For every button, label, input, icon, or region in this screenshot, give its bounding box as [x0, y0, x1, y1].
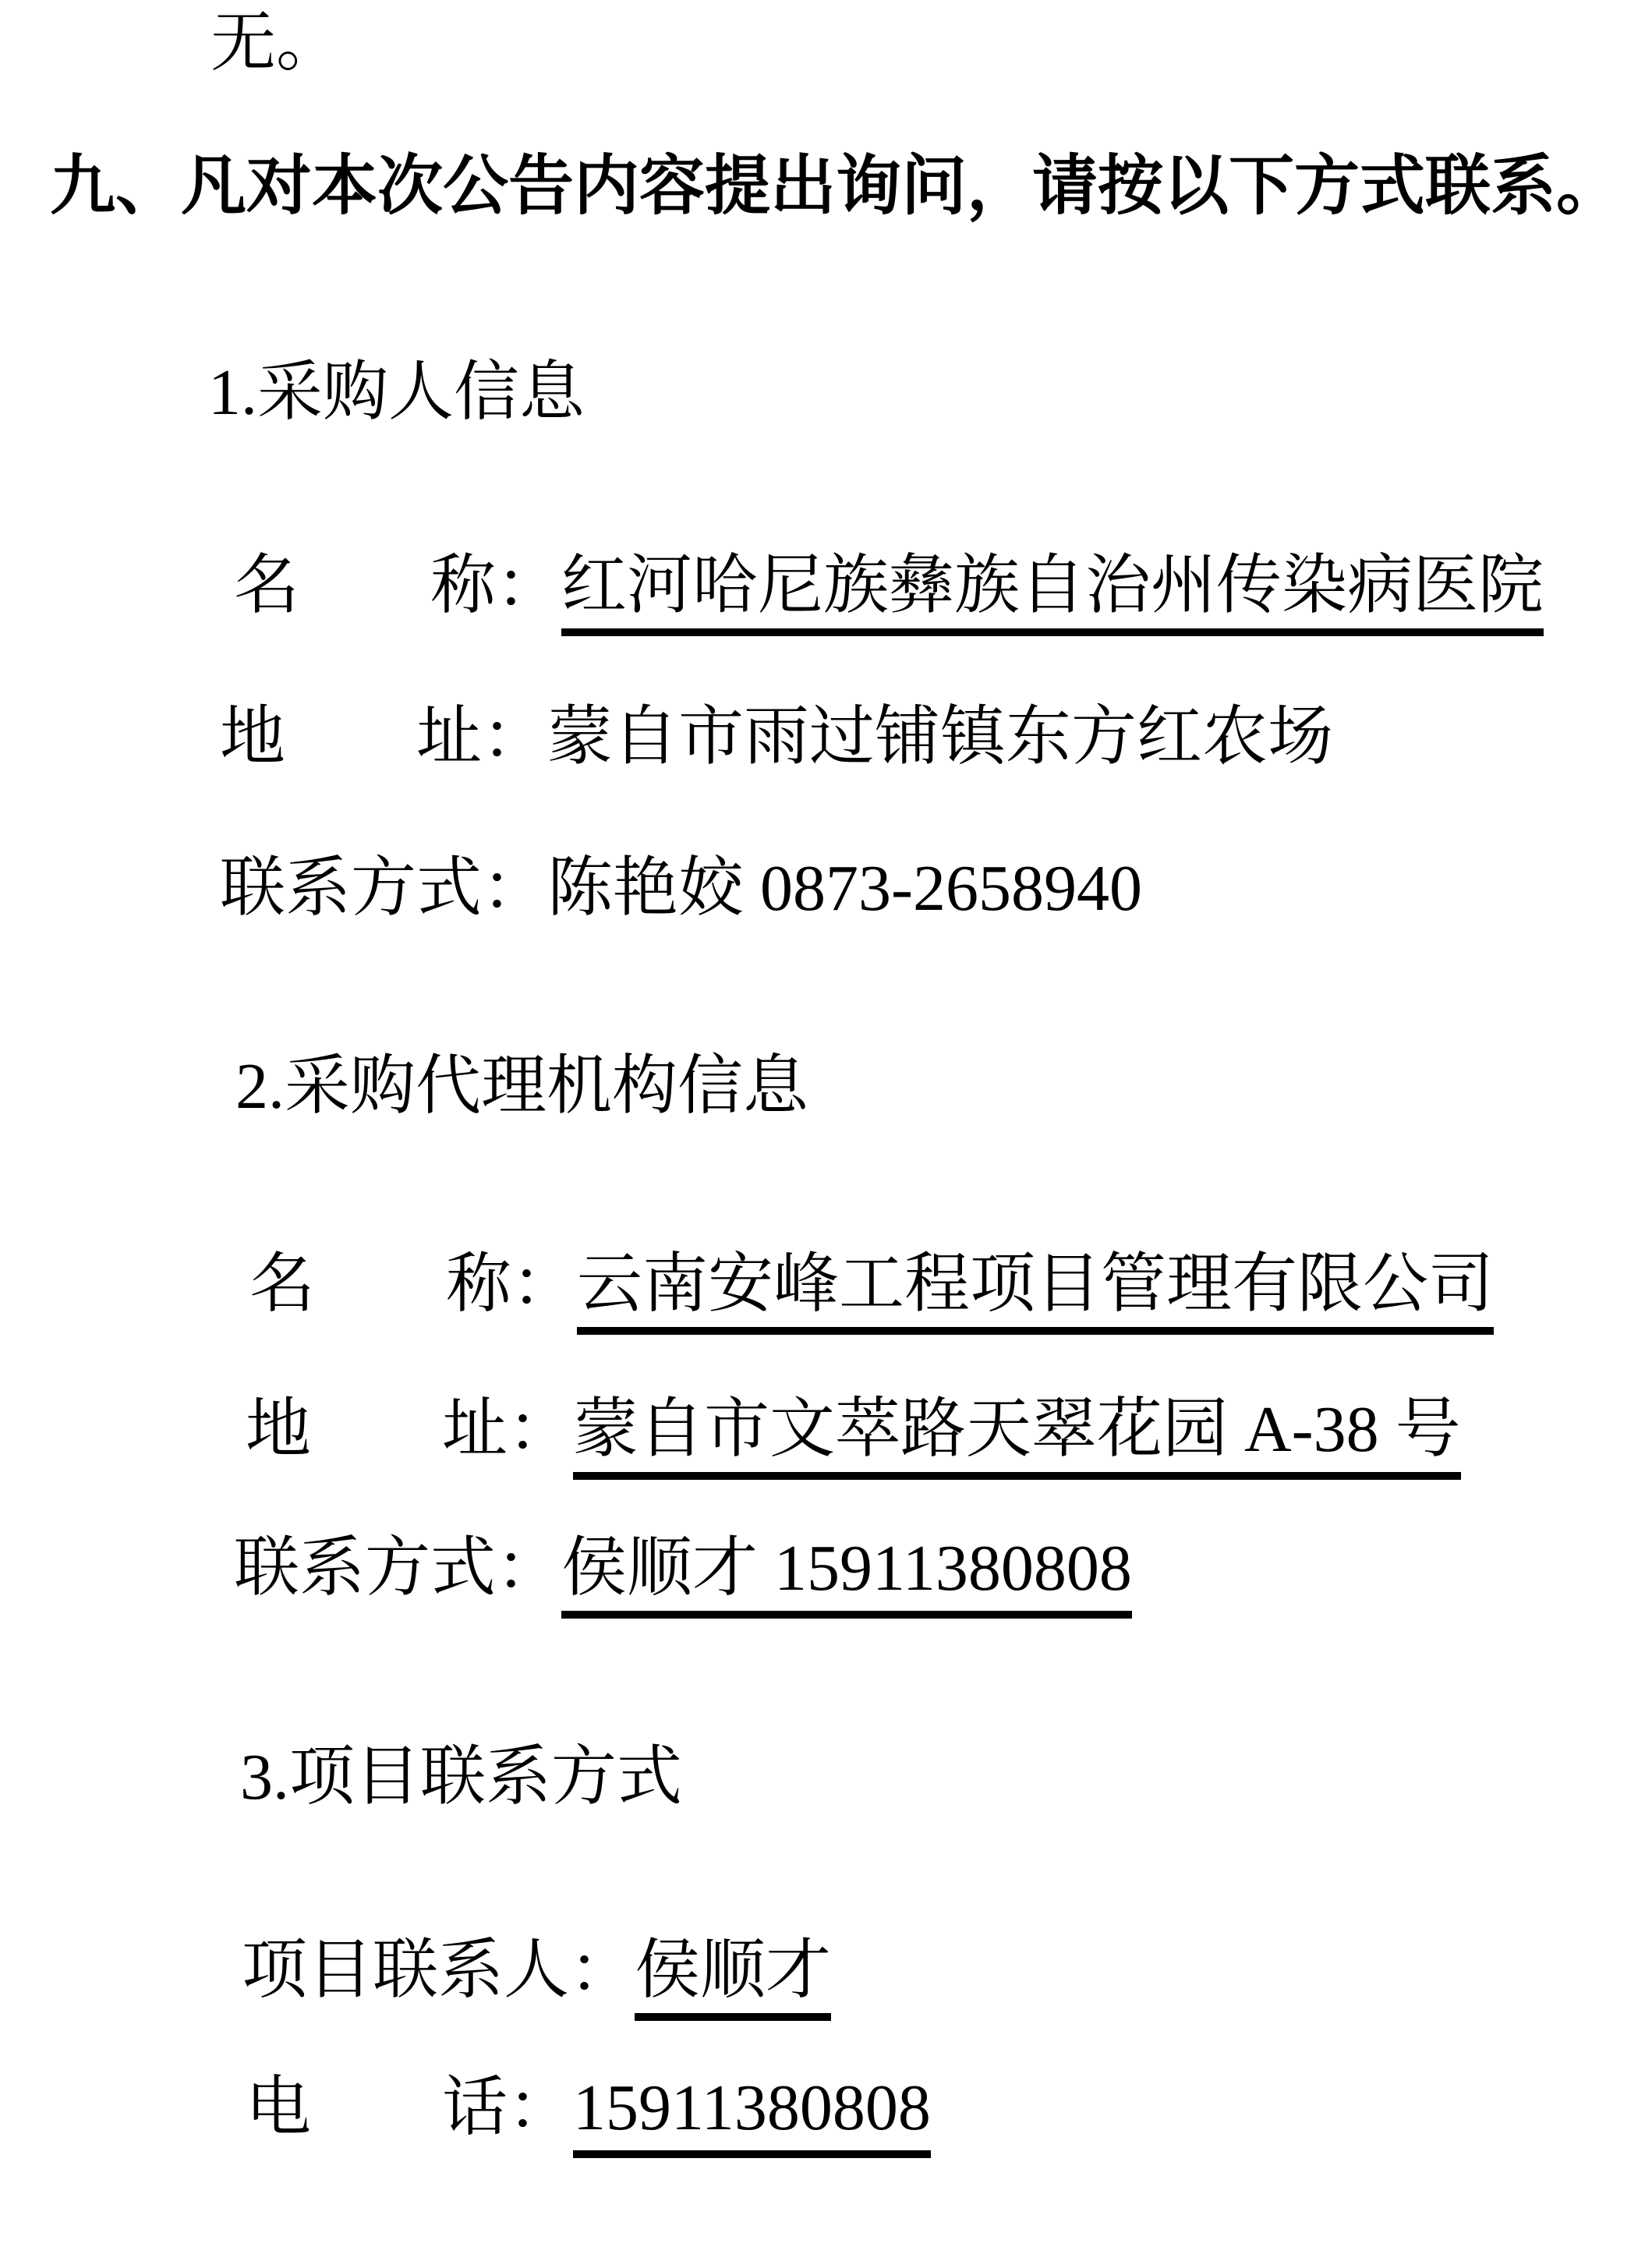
field-label-contact-method: 联系方式： [220, 852, 548, 925]
field-row-purchaser-name [234, 550, 1544, 636]
field-row-agency-name [249, 1249, 1494, 1335]
field-row-project-phone [246, 2072, 931, 2158]
field-row-purchaser-contact [220, 853, 1142, 925]
field-value-project-phone: 15911380808 [573, 2072, 931, 2158]
field-value-agency-contact: 侯顺才 15911380808 [561, 1533, 1132, 1619]
field-row-project-contact-person [242, 1935, 831, 2021]
field-row-agency-address [246, 1394, 1461, 1480]
field-value-agency-address: 蒙自市文萃路天翠花园 A-38 号 [573, 1394, 1461, 1480]
subsection-title-project-contact: 3.项目联系方式 [240, 1741, 683, 1813]
field-label-name: 名 称： [234, 550, 562, 622]
section-heading: 九、凡对本次公告内容提出询问，请按以下方式联系。 [50, 149, 1622, 222]
field-value-project-contact-person: 侯顺才 [635, 1935, 831, 2021]
field-value-purchaser-contact: 陈艳姣 0873-2658940 [547, 852, 1142, 925]
subsection-title-agency-info: 2.采购代理机构信息 [235, 1050, 809, 1123]
field-label-address: 地 址： [246, 1393, 574, 1466]
field-label-address: 地 址： [220, 701, 548, 773]
preceding-paragraph-text: 无。 [210, 7, 342, 80]
field-label-phone: 电 话： [246, 2072, 574, 2144]
field-row-purchaser-address [220, 702, 1333, 773]
subsection-title-purchaser-info: 1.采购人信息 [208, 356, 585, 429]
field-row-agency-contact [234, 1533, 1132, 1619]
field-label-contact-method: 联系方式： [234, 1532, 562, 1605]
field-value-purchaser-name: 红河哈尼族彝族自治州传染病医院 [561, 550, 1544, 636]
field-label-name: 名 称： [249, 1248, 578, 1321]
field-value-purchaser-address: 蒙自市雨过铺镇东方红农场 [547, 701, 1334, 773]
field-value-agency-name: 云南安峰工程项目管理有限公司 [577, 1249, 1494, 1335]
field-label-project-contact-person: 项目联系人： [242, 1934, 635, 2007]
